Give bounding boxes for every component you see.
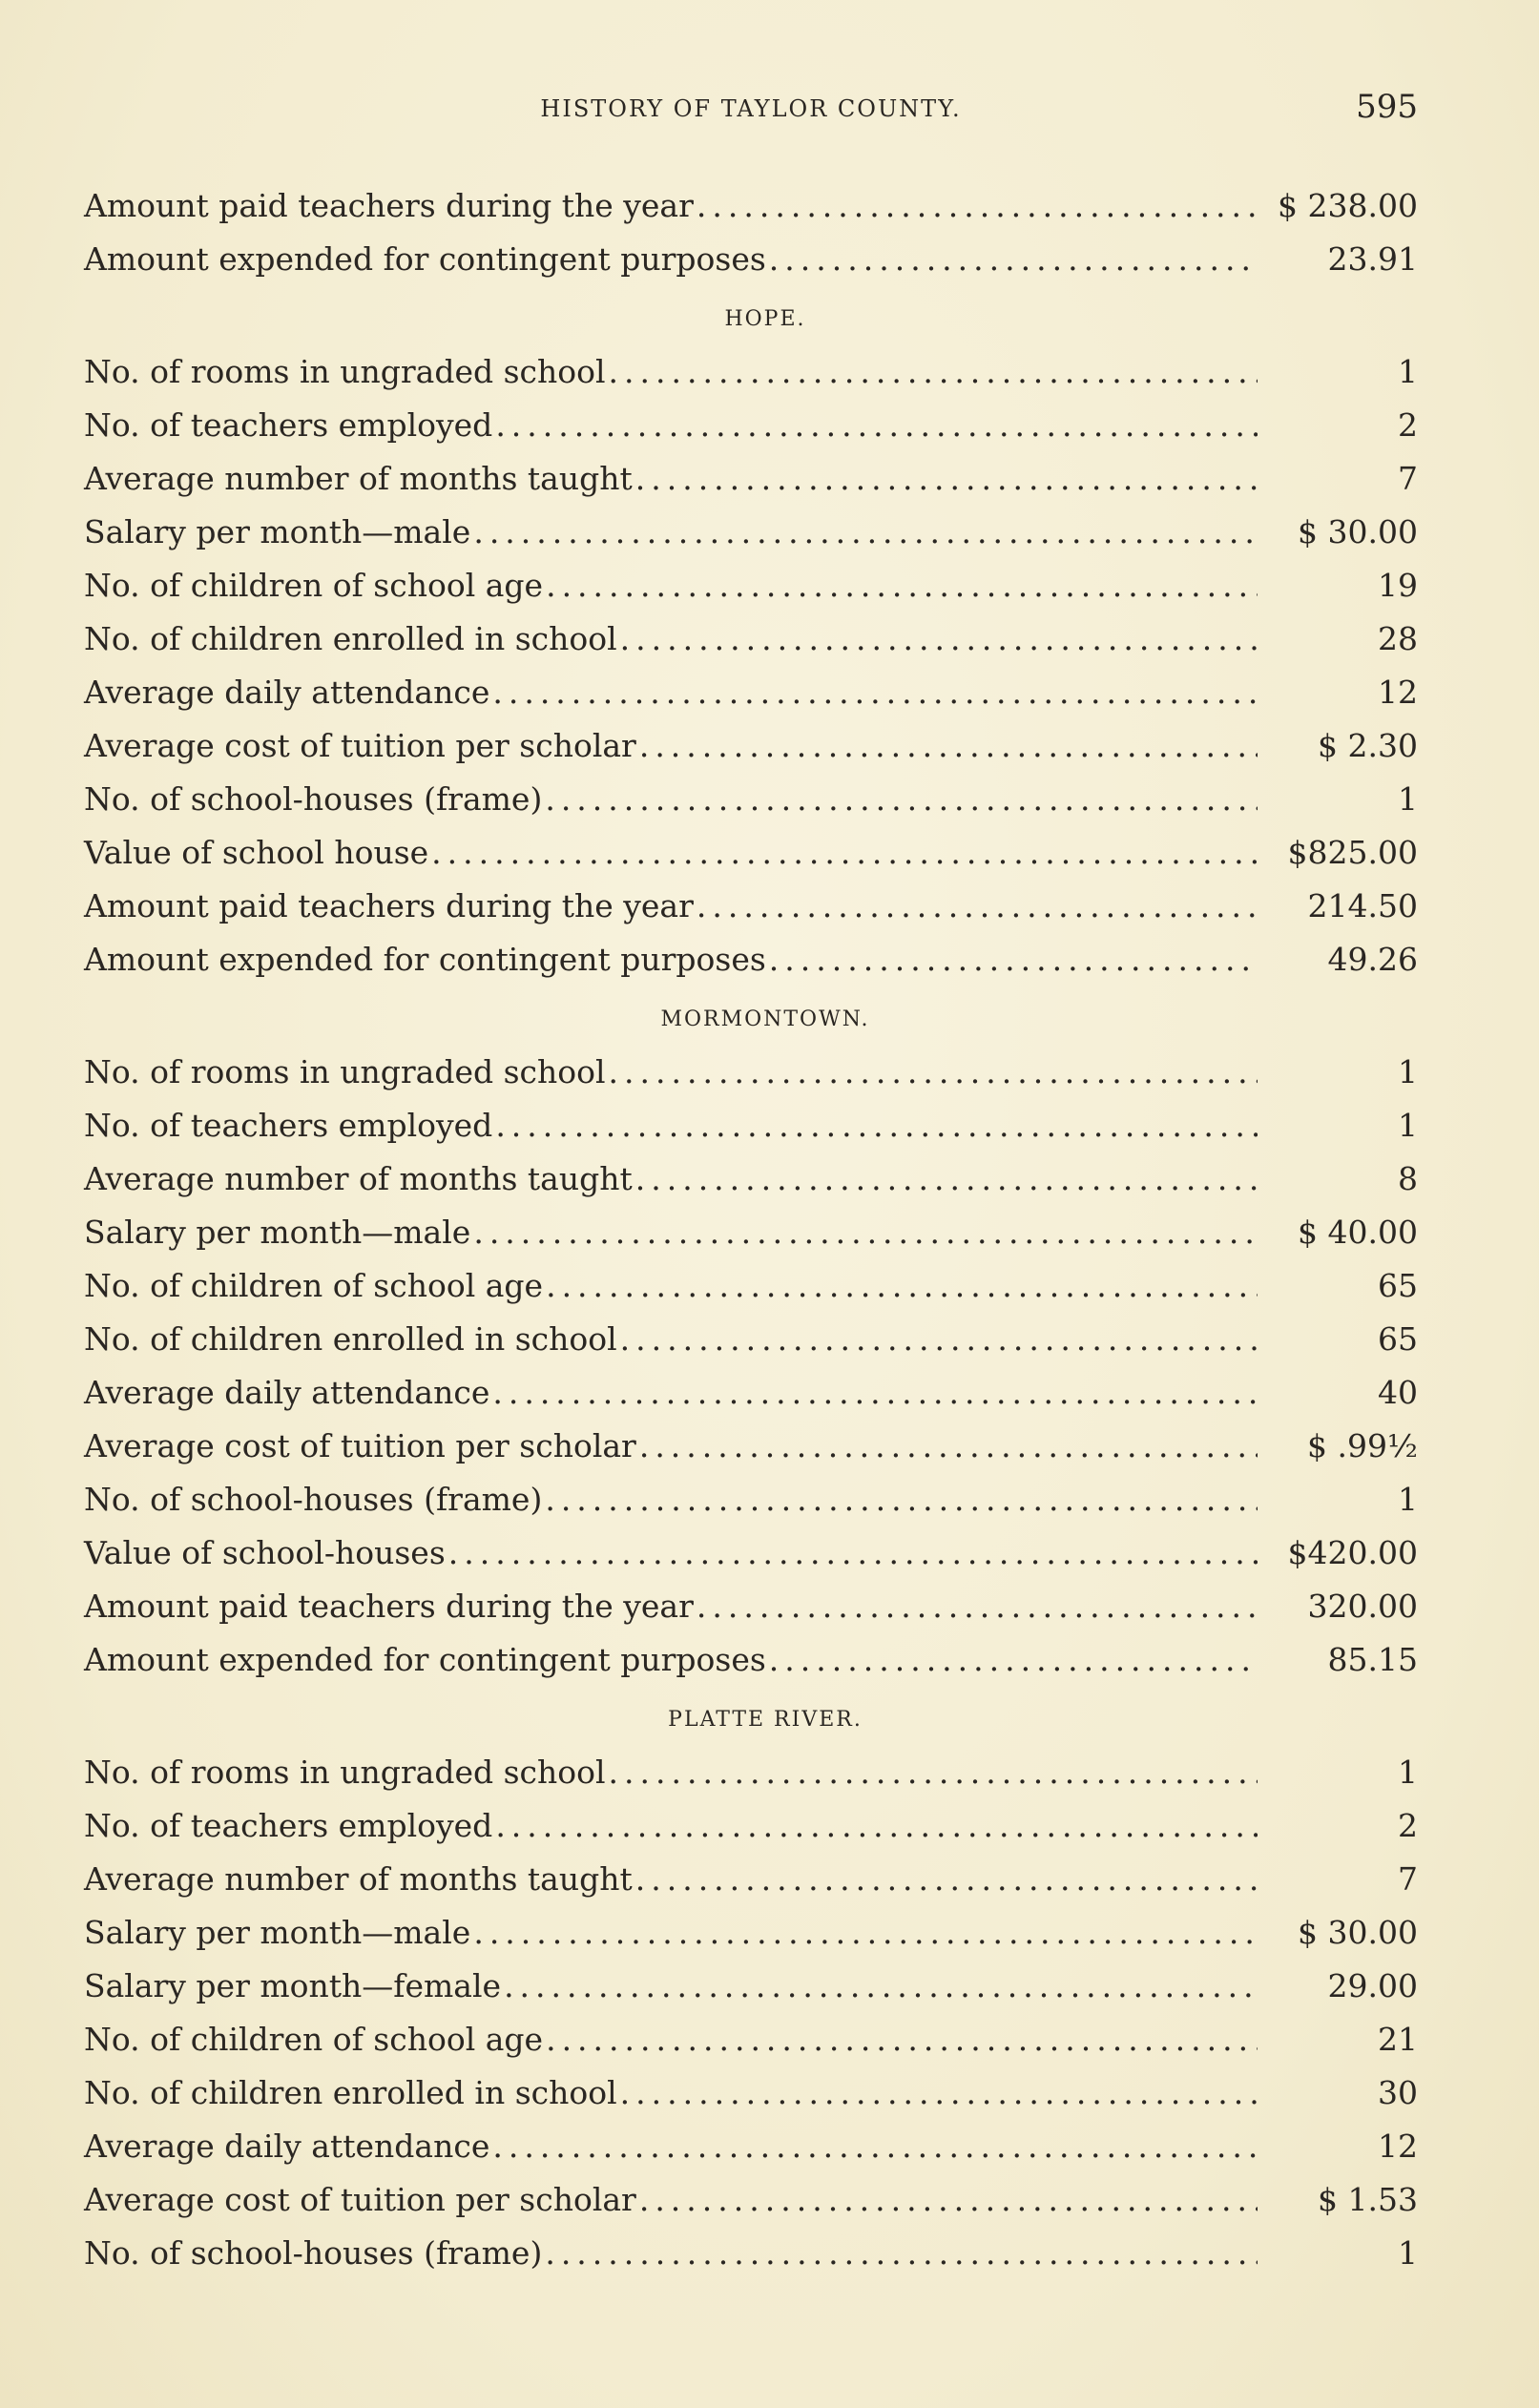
statistic-row [84, 179, 1418, 233]
statistic-row [84, 345, 1418, 399]
statistic-value: 85.15 [1327, 1641, 1418, 1678]
statistic-label: No. of school-houses (frame) [84, 780, 543, 818]
dot-leader [694, 179, 1258, 233]
statistic-row [84, 719, 1418, 773]
book-page [84, 84, 1418, 2280]
statistic-row [84, 2120, 1418, 2173]
dot-leader [636, 2173, 1258, 2227]
statistic-row [84, 933, 1418, 986]
statistic-row [84, 773, 1418, 826]
statistic-label: Amount expended for contingent purposes [84, 941, 766, 978]
statistic-value: $420.00 [1287, 1534, 1418, 1571]
statistic-value: $825.00 [1287, 834, 1418, 871]
dot-leader [636, 719, 1258, 773]
statistic-label: Average cost of tuition per scholar [84, 727, 636, 764]
statistic-label: Salary per month—female [84, 1967, 502, 2004]
statistic-label: No. of children of school age [84, 567, 544, 604]
dot-leader [489, 666, 1258, 719]
statistic-label: Average number of months taught [84, 460, 633, 497]
statistic-label: Average daily attendance [84, 2128, 490, 2165]
statistic-value: 214.50 [1307, 887, 1418, 924]
dot-leader [766, 933, 1258, 986]
school-district-sections [84, 286, 1418, 2280]
statistic-label: No. of children enrolled in school [84, 620, 617, 657]
statistic-value: $ 30.00 [1298, 513, 1418, 550]
statistic-value: 320.00 [1307, 1588, 1418, 1625]
dot-leader [766, 1633, 1258, 1687]
statistic-value: $ 40.00 [1298, 1214, 1418, 1251]
statistic-label: No. of teachers employed [84, 406, 493, 444]
section-title: MORMONTOWN. [660, 1007, 870, 1031]
statistic-value: 65 [1378, 1320, 1418, 1358]
dot-leader [470, 1906, 1258, 1960]
statistic-value: 1 [1398, 2234, 1418, 2272]
statistic-row [84, 2227, 1418, 2280]
statistic-row [84, 880, 1418, 933]
statistic-value: 49.26 [1327, 941, 1418, 978]
dot-leader [633, 452, 1258, 506]
dot-leader [636, 1420, 1258, 1473]
dot-leader [543, 1259, 1258, 1313]
statistic-value: 7 [1398, 460, 1418, 497]
statistic-label: No. of school-houses (frame) [84, 2234, 543, 2272]
statistic-value: 30 [1378, 2074, 1418, 2111]
statistic-row [84, 1746, 1418, 1799]
dot-leader [606, 1046, 1258, 1099]
dot-leader [492, 1799, 1258, 1853]
dot-leader [694, 880, 1258, 933]
statistic-row [84, 233, 1418, 286]
page-header [84, 84, 1418, 141]
statistic-label: No. of children enrolled in school [84, 1320, 617, 1358]
statistic-row [84, 1046, 1418, 1099]
dot-leader [633, 1853, 1258, 1906]
district-section [84, 286, 1418, 986]
statistic-row [84, 1853, 1418, 1906]
statistic-label: No. of children enrolled in school [84, 2074, 617, 2111]
statistic-row [84, 506, 1418, 559]
statistic-label: No. of children of school age [84, 1267, 544, 1304]
dot-leader [694, 1580, 1258, 1633]
statistics-block-continued [84, 179, 1418, 286]
statistic-label: Amount paid teachers during the year [84, 187, 694, 224]
statistic-row [84, 1799, 1418, 1853]
dot-leader [542, 2227, 1258, 2280]
statistic-row [84, 1206, 1418, 1259]
statistic-label: Salary per month—male [84, 1214, 471, 1251]
statistic-label: Average cost of tuition per scholar [84, 1427, 636, 1464]
dot-leader [543, 2013, 1258, 2066]
statistic-label: No. of rooms in ungraded school [84, 1754, 606, 1791]
statistic-label: Salary per month—male [84, 1914, 471, 1951]
statistic-value: $ 2.30 [1318, 727, 1418, 764]
statistic-value: 1 [1398, 780, 1418, 818]
statistic-label: No. of teachers employed [84, 1807, 493, 1844]
statistic-value: $ .99½ [1307, 1427, 1418, 1464]
statistic-value: 8 [1398, 1160, 1418, 1197]
dot-leader [542, 773, 1258, 826]
page-number: 595 [1356, 88, 1418, 126]
dot-leader [543, 559, 1258, 612]
section-title: PLATTE RIVER. [668, 1708, 863, 1732]
statistic-label: No. of teachers employed [84, 1107, 493, 1144]
dot-leader [501, 1960, 1258, 2013]
statistic-value: 2 [1398, 1807, 1418, 1844]
district-section [84, 1687, 1418, 2280]
statistic-label: No. of rooms in ungraded school [84, 1053, 606, 1090]
statistic-row [84, 1313, 1418, 1366]
dot-leader [633, 1152, 1258, 1206]
statistic-value: 40 [1378, 1374, 1418, 1411]
statistic-value: 1 [1398, 1481, 1418, 1518]
statistic-value: 2 [1398, 406, 1418, 444]
statistic-value: 19 [1378, 567, 1418, 604]
statistic-row [84, 2066, 1418, 2120]
statistic-label: Salary per month—male [84, 513, 471, 550]
statistic-row [84, 1580, 1418, 1633]
statistic-value: 1 [1398, 1754, 1418, 1791]
dot-leader [617, 2066, 1258, 2120]
statistic-row [84, 1633, 1418, 1687]
dot-leader [489, 1366, 1258, 1420]
dot-leader [489, 2120, 1258, 2173]
statistic-label: Value of school house [84, 834, 429, 871]
statistic-value: $ 30.00 [1298, 1914, 1418, 1951]
statistic-value: 12 [1378, 674, 1418, 711]
statistic-value: 28 [1378, 620, 1418, 657]
statistic-row [84, 452, 1418, 506]
dot-leader [766, 233, 1258, 286]
statistic-value: $ 1.53 [1318, 2181, 1418, 2218]
statistic-row [84, 826, 1418, 880]
statistic-value: 65 [1378, 1267, 1418, 1304]
statistic-row [84, 666, 1418, 719]
statistic-value: 23.91 [1327, 240, 1418, 278]
statistic-row [84, 1526, 1418, 1580]
statistic-value: 21 [1378, 2021, 1418, 2058]
statistic-label: No. of rooms in ungraded school [84, 353, 606, 390]
statistic-row [84, 1960, 1418, 2013]
statistic-value: 12 [1378, 2128, 1418, 2165]
dot-leader [492, 1099, 1258, 1152]
dot-leader [446, 1526, 1258, 1580]
statistic-row [84, 559, 1418, 612]
statistic-row [84, 2173, 1418, 2227]
statistic-label: Average cost of tuition per scholar [84, 2181, 636, 2218]
statistic-row [84, 1366, 1418, 1420]
statistic-value: 29.00 [1327, 1967, 1418, 2004]
statistic-row [84, 1473, 1418, 1526]
statistic-row [84, 1099, 1418, 1152]
statistic-label: Value of school-houses [84, 1534, 446, 1571]
statistic-label: Amount expended for contingent purposes [84, 240, 766, 278]
statistic-value: 1 [1398, 353, 1418, 390]
statistic-row [84, 612, 1418, 666]
running-title: HISTORY OF TAYLOR COUNTY. [540, 95, 962, 122]
statistic-label: Average number of months taught [84, 1160, 633, 1197]
statistic-value: 1 [1398, 1107, 1418, 1144]
statistic-row [84, 1152, 1418, 1206]
dot-leader [470, 1206, 1258, 1259]
dot-leader [542, 1473, 1258, 1526]
statistic-row [84, 1420, 1418, 1473]
statistic-label: No. of children of school age [84, 2021, 544, 2058]
statistic-value: 1 [1398, 1053, 1418, 1090]
statistic-label: Average daily attendance [84, 674, 490, 711]
statistic-label: No. of school-houses (frame) [84, 1481, 543, 1518]
statistic-label: Amount paid teachers during the year [84, 887, 694, 924]
dot-leader [606, 1746, 1258, 1799]
statistic-label: Average number of months taught [84, 1860, 633, 1898]
statistic-row [84, 1906, 1418, 1960]
statistic-value: $ 238.00 [1278, 187, 1418, 224]
statistic-row [84, 2013, 1418, 2066]
dot-leader [617, 1313, 1258, 1366]
district-section [84, 986, 1418, 1687]
dot-leader [606, 345, 1258, 399]
statistic-label: Average daily attendance [84, 1374, 490, 1411]
dot-leader [470, 506, 1258, 559]
statistic-row [84, 1259, 1418, 1313]
dot-leader [428, 826, 1258, 880]
statistic-label: Amount paid teachers during the year [84, 1588, 694, 1625]
dot-leader [617, 612, 1258, 666]
statistic-value: 7 [1398, 1860, 1418, 1898]
dot-leader [492, 399, 1258, 452]
statistic-label: Amount expended for contingent purposes [84, 1641, 766, 1678]
section-title: HOPE. [724, 307, 806, 331]
statistic-row [84, 399, 1418, 452]
